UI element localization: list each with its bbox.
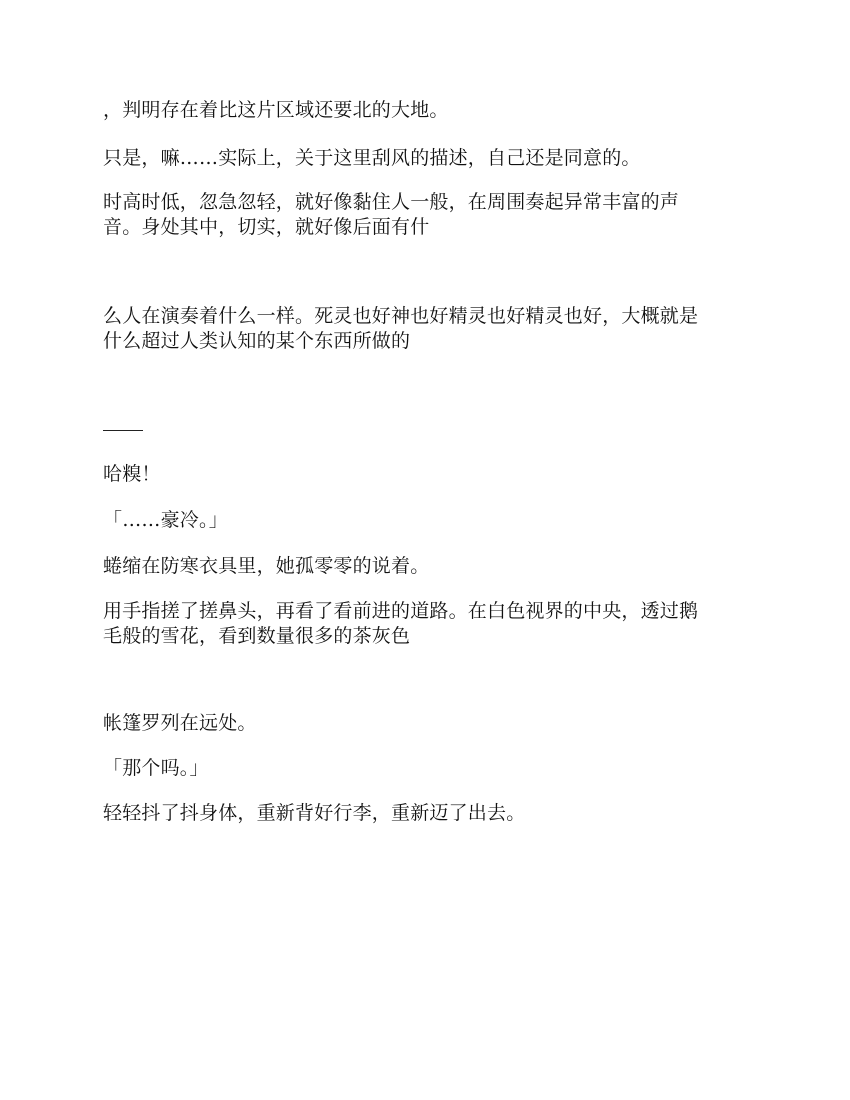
text-line-10: 用手指搓了搓鼻头，再看了看前进的道路。在白色视界的中央，透过鹅: [103, 600, 699, 622]
text-line-9: 蜷缩在防寒衣具里，她孤零零的说着。: [103, 555, 430, 577]
text-line-4: 音。身处其中，切实，就好像后面有什: [103, 216, 430, 238]
text-line-6: 什么超过人类认知的某个东西所做的: [103, 330, 411, 352]
text-line-13: 「那个吗。」: [103, 757, 209, 779]
text-line-7: 哈糗！: [103, 463, 161, 485]
text-line-1: ，判明存在着比这片区域还要北的大地。: [103, 99, 449, 121]
text-line-8: 「……豪冷。」: [103, 509, 228, 531]
text-line-3: 时高时低，忽急忽轻，就好像黏住人一般，在周围奏起异常丰富的声: [103, 191, 680, 213]
text-line-14: 轻轻抖了抖身体，重新背好行李，重新迈了出去。: [103, 802, 526, 824]
text-line-12: 帐篷罗列在远处。: [103, 712, 257, 734]
section-divider: [103, 430, 143, 431]
text-line-11: 毛般的雪花，看到数量很多的茶灰色: [103, 625, 411, 647]
text-line-2: 只是，嘛……实际上，关于这里刮风的描述，自己还是同意的。: [103, 147, 641, 169]
text-line-5: 么人在演奏着什么一样。死灵也好神也好精灵也好精灵也好，大概就是: [103, 305, 699, 327]
